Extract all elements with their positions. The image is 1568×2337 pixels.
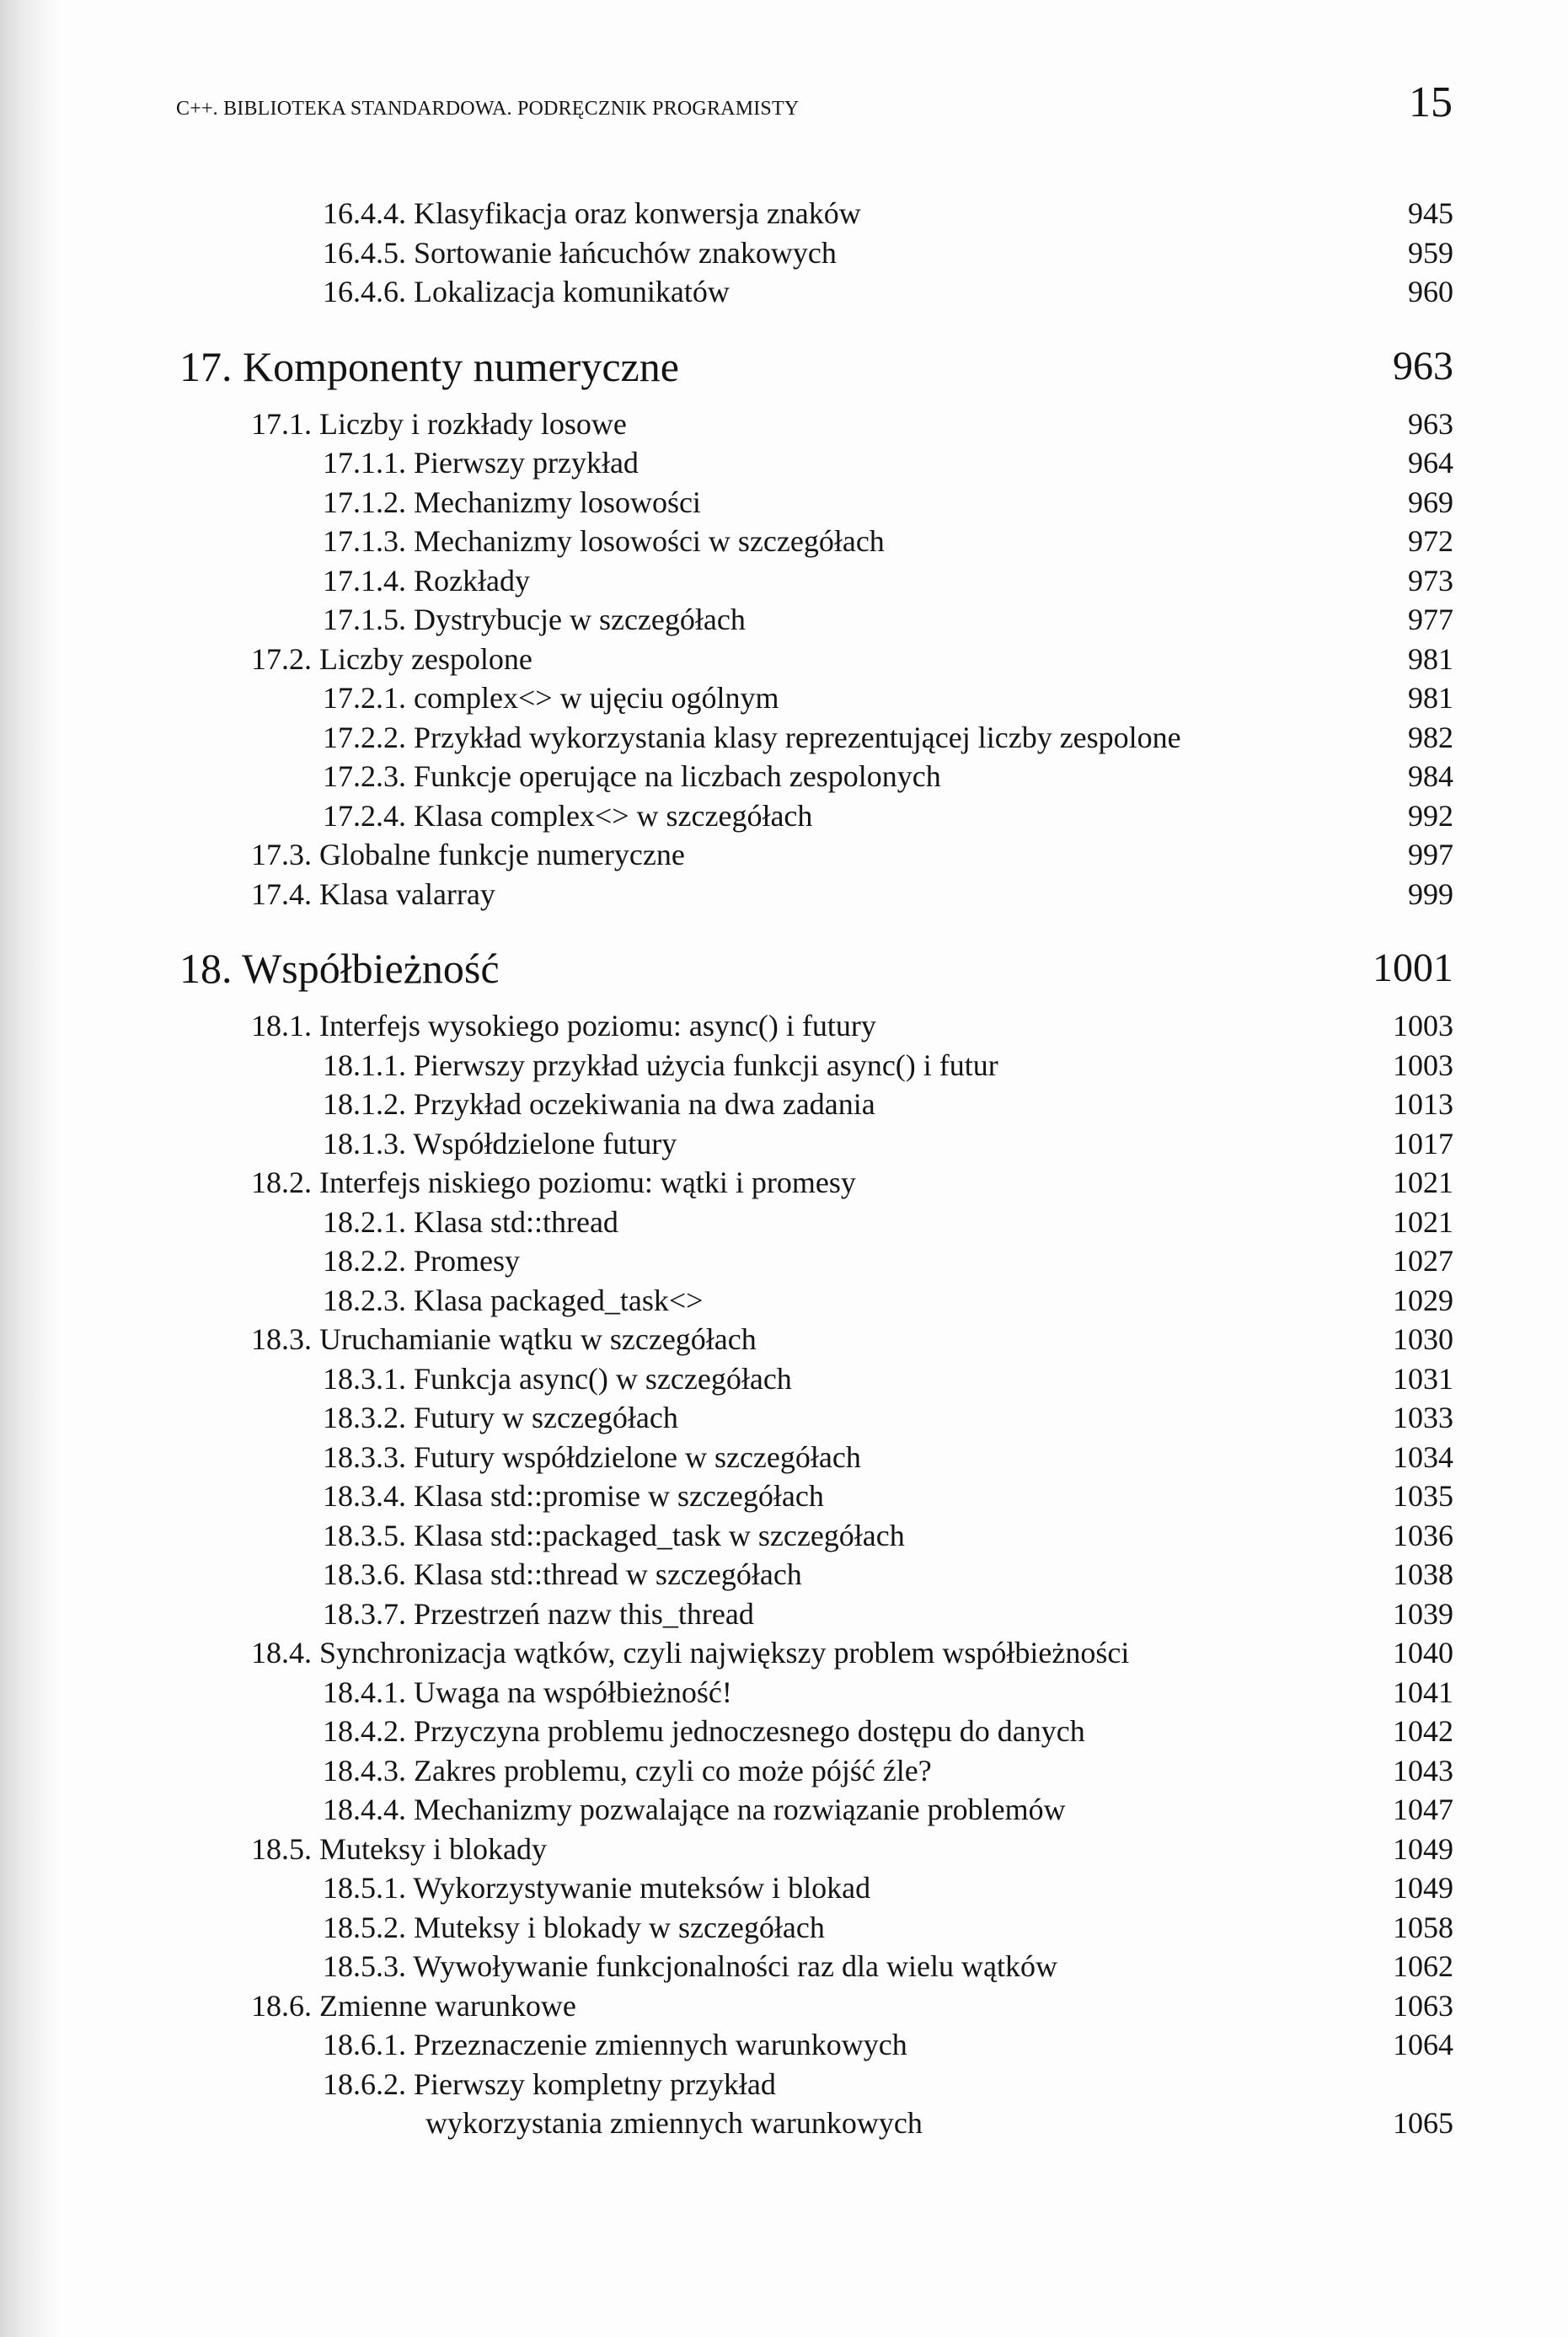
toc-entry-page: 1031	[1393, 1361, 1453, 1396]
toc-entry-page: 945	[1408, 196, 1453, 230]
toc-entry	[0, 1398, 1568, 1438]
toc-entry	[0, 1203, 1568, 1242]
toc-entry-title: 18.3.1. Funkcja async() w szczegółach	[323, 1361, 792, 1396]
toc-entry-title: 18.4.2. Przyczyna problemu jednoczesnego dostępu do danych	[323, 1714, 1085, 1748]
toc-entry-title: 17.2.4. Klasa complex<> w szczegółach	[323, 798, 813, 833]
toc-entry-title: 18.1.3. Współdzielone futury	[323, 1126, 677, 1160]
toc-entry-page: 1043	[1393, 1753, 1453, 1788]
toc-entry-page: 963	[1408, 406, 1453, 441]
toc-entry	[0, 1281, 1568, 1321]
toc-entry-page: 1003	[1393, 1048, 1453, 1082]
toc-entry	[0, 1046, 1568, 1085]
toc-entry-title: 18.3.6. Klasa std::thread w szczegółach	[323, 1557, 802, 1591]
toc-entry-title: 18.4.1. Uwaga na współbieżność!	[323, 1675, 732, 1709]
toc-entry	[0, 522, 1568, 561]
toc-entry	[0, 1085, 1568, 1124]
toc-entry	[0, 835, 1568, 875]
toc-entry-page: 959	[1408, 235, 1453, 270]
toc-entry-page: 977	[1408, 603, 1453, 636]
toc-entry-title: 18.3.3. Futury współdzielone w szczegółach	[323, 1439, 861, 1474]
toc-entry-page: 1003	[1393, 1009, 1453, 1043]
toc-entry-page: 1030	[1393, 1322, 1453, 1356]
toc-entry-title: wykorzystania zmiennych warunkowych	[425, 2106, 923, 2140]
toc-entry	[0, 405, 1568, 444]
toc-entry	[0, 678, 1568, 718]
toc-entry	[0, 483, 1568, 523]
toc-entry	[0, 233, 1568, 273]
toc-entry	[0, 1673, 1568, 1713]
toc-entry-page: 1064	[1393, 2028, 1453, 2061]
table-of-contents	[0, 194, 1568, 2143]
toc-entry-page: 1058	[1393, 1910, 1453, 1944]
toc-entry-page: 960	[1408, 275, 1453, 308]
toc-entry-page: 1049	[1393, 1831, 1453, 1866]
toc-entry	[0, 561, 1568, 601]
toc-entry-title: 18.2.2. Promesy	[323, 1244, 520, 1278]
page-number: 15	[1409, 78, 1453, 126]
toc-entry-page: 981	[1408, 641, 1453, 676]
toc-entry-title: 17.1.3. Mechanizmy losowości w szczegółach	[323, 524, 885, 558]
toc-entry-title: 18.2.1. Klasa std::thread	[323, 1204, 618, 1239]
toc-entry-page: 1035	[1393, 1479, 1453, 1513]
toc-entry	[0, 1868, 1568, 1908]
toc-entry-page: 997	[1408, 838, 1453, 871]
toc-entry-title: 18.5.2. Muteksy i blokady w szczegółach	[323, 1910, 825, 1944]
toc-entry	[0, 640, 1568, 679]
toc-entry	[0, 272, 1568, 312]
toc-entry	[0, 443, 1568, 483]
toc-entry-title: 18.1.1. Pierwszy przykład użycia funkcji async() i futur	[323, 1048, 998, 1082]
toc-entry-title: 17.1.1. Pierwszy przykład	[323, 446, 639, 480]
toc-chapter	[0, 340, 1568, 393]
toc-entry-page: 972	[1408, 524, 1453, 558]
toc-entry	[0, 1595, 1568, 1634]
toc-chapter	[0, 942, 1568, 994]
toc-entry	[0, 1241, 1568, 1281]
toc-entry-page: 1042	[1393, 1714, 1453, 1748]
toc-entry	[0, 1790, 1568, 1830]
toc-entry-title: 16.4.4. Klasyfikacja oraz konwersja znaków	[323, 196, 861, 230]
toc-entry-title: 16.4.6. Lokalizacja komunikatów	[323, 275, 730, 308]
toc-entry-title: 18.3. Uruchamianie wątku w szczegółach	[251, 1322, 757, 1356]
toc-entry-page: 999	[1408, 876, 1453, 911]
toc-entry	[0, 1947, 1568, 1986]
toc-entry	[0, 1830, 1568, 1869]
toc-entry-page: 1033	[1393, 1401, 1453, 1434]
toc-entry-page: 992	[1408, 798, 1453, 833]
toc-entry	[0, 875, 1568, 914]
toc-entry-page: 984	[1408, 759, 1453, 793]
toc-entry-title: 18.2. Interfejs niskiego poziomu: wątki i promesy	[251, 1166, 856, 1199]
toc-entry	[0, 1751, 1568, 1791]
toc-entry-title: 17.2. Liczby zespolone	[251, 641, 532, 676]
toc-entry-page: 1038	[1393, 1557, 1453, 1591]
toc-entry-page: 981	[1408, 681, 1453, 715]
toc-entry-title: 17. Komponenty numeryczne	[179, 342, 679, 390]
toc-entry	[0, 194, 1568, 233]
toc-entry-title: 18.2.3. Klasa packaged_task<>	[323, 1283, 704, 1317]
toc-entry-title: 18. Współbieżność	[179, 945, 500, 992]
toc-entry-page: 1029	[1393, 1283, 1453, 1317]
toc-entry-page: 1063	[1393, 1988, 1453, 2023]
toc-entry-page: 1039	[1393, 1596, 1453, 1631]
toc-entry-page: 1001	[1373, 946, 1453, 990]
toc-entry-page: 1040	[1393, 1636, 1453, 1670]
toc-entry-title: 17.4. Klasa valarray	[251, 876, 495, 911]
toc-entry-page: 1065	[1393, 2106, 1453, 2140]
toc-entry-page: 1034	[1393, 1439, 1453, 1474]
toc-entry-page: 1027	[1393, 1244, 1453, 1278]
toc-entry-title: 18.3.4. Klasa std::promise w szczegółach	[323, 1479, 824, 1513]
toc-entry-page: 1017	[1393, 1126, 1453, 1160]
toc-entry	[0, 1320, 1568, 1359]
toc-entry-title: 16.4.5. Sortowanie łańcuchów znakowych	[323, 235, 837, 270]
toc-entry-title: 18.4. Synchronizacja wątków, czyli największy problem współbieżności	[251, 1636, 1130, 1670]
toc-entry-title: 18.5.3. Wywoływanie funkcjonalności raz dla wielu wątków	[323, 1949, 1057, 1983]
toc-entry-title: 17.1.2. Mechanizmy losowości	[323, 485, 701, 519]
toc-entry-title: 17.1.5. Dystrybucje w szczegółach	[323, 603, 746, 636]
toc-entry-title: 18.6. Zmienne warunkowe	[251, 1988, 576, 2023]
toc-entry-title: 18.6.1. Przeznaczenie zmiennych warunkowych	[323, 2028, 907, 2061]
toc-entry	[0, 1908, 1568, 1948]
toc-entry-title: 17.2.3. Funkcje operujące na liczbach zespolonych	[323, 759, 941, 793]
toc-entry	[0, 2025, 1568, 2065]
toc-entry	[0, 1633, 1568, 1673]
toc-entry	[0, 1712, 1568, 1751]
toc-entry-page: 969	[1408, 485, 1453, 519]
toc-entry-page: 1021	[1393, 1166, 1453, 1199]
toc-entry-page: 1021	[1393, 1204, 1453, 1239]
toc-entry-title: 17.1. Liczby i rozkłady losowe	[251, 406, 627, 441]
toc-entry	[0, 796, 1568, 836]
toc-entry	[0, 1006, 1568, 1046]
toc-entry-title: 18.5.1. Wykorzystywanie muteksów i blokad	[323, 1871, 871, 1905]
toc-entry	[0, 2065, 1568, 2104]
toc-entry	[0, 1163, 1568, 1203]
toc-entry-page: 1062	[1393, 1949, 1453, 1983]
toc-entry-page: 1036	[1393, 1518, 1453, 1552]
toc-entry-title: 18.3.7. Przestrzeń nazw this_thread	[323, 1596, 754, 1631]
toc-entry	[0, 1477, 1568, 1516]
toc-entry-page: 1049	[1393, 1871, 1453, 1905]
toc-entry-page: 1013	[1393, 1087, 1453, 1121]
toc-entry-page: 1047	[1393, 1793, 1453, 1826]
toc-entry-page: 982	[1408, 720, 1453, 754]
toc-entry	[0, 718, 1568, 758]
toc-entry-title: 18.1. Interfejs wysokiego poziomu: async() i futury	[251, 1009, 876, 1043]
toc-entry	[0, 757, 1568, 796]
toc-entry-title: 17.3. Globalne funkcje numeryczne	[251, 838, 685, 871]
toc-entry	[0, 1359, 1568, 1399]
toc-entry-title: 18.3.2. Futury w szczegółach	[323, 1401, 678, 1434]
toc-entry	[0, 600, 1568, 640]
toc-entry	[0, 2104, 1568, 2143]
toc-entry-title: 17.1.4. Rozkłady	[323, 563, 530, 598]
toc-entry-title: 18.1.2. Przykład oczekiwania na dwa zadania	[323, 1087, 875, 1121]
toc-entry-page: 963	[1393, 343, 1453, 389]
toc-entry-title: 18.3.5. Klasa std::packaged_task w szczegółach	[323, 1518, 905, 1552]
toc-entry	[0, 1986, 1568, 2026]
toc-entry-title: 18.6.2. Pierwszy kompletny przykład	[323, 2066, 776, 2101]
toc-entry-title: 18.5. Muteksy i blokady	[251, 1831, 547, 1866]
toc-entry	[0, 1555, 1568, 1595]
toc-entry-title: 17.2.1. complex<> w ujęciu ogólnym	[323, 681, 779, 715]
toc-entry-page: 973	[1408, 563, 1453, 598]
toc-entry-page: 1041	[1393, 1675, 1453, 1709]
toc-entry-page: 964	[1408, 446, 1453, 480]
toc-entry	[0, 1516, 1568, 1556]
toc-entry-title: 18.4.4. Mechanizmy pozwalające na rozwiązanie problemów	[323, 1793, 1066, 1826]
toc-entry-title: 17.2.2. Przykład wykorzystania klasy reprezentującej liczby zespolone	[323, 720, 1181, 754]
toc-entry	[0, 1438, 1568, 1477]
toc-entry-title: 18.4.3. Zakres problemu, czyli co może pójść źle?	[323, 1753, 932, 1788]
toc-entry	[0, 1124, 1568, 1164]
running-head: C++. BIBLIOTEKA STANDARDOWA. PODRĘCZNIK PROGRAMISTY	[176, 98, 800, 120]
